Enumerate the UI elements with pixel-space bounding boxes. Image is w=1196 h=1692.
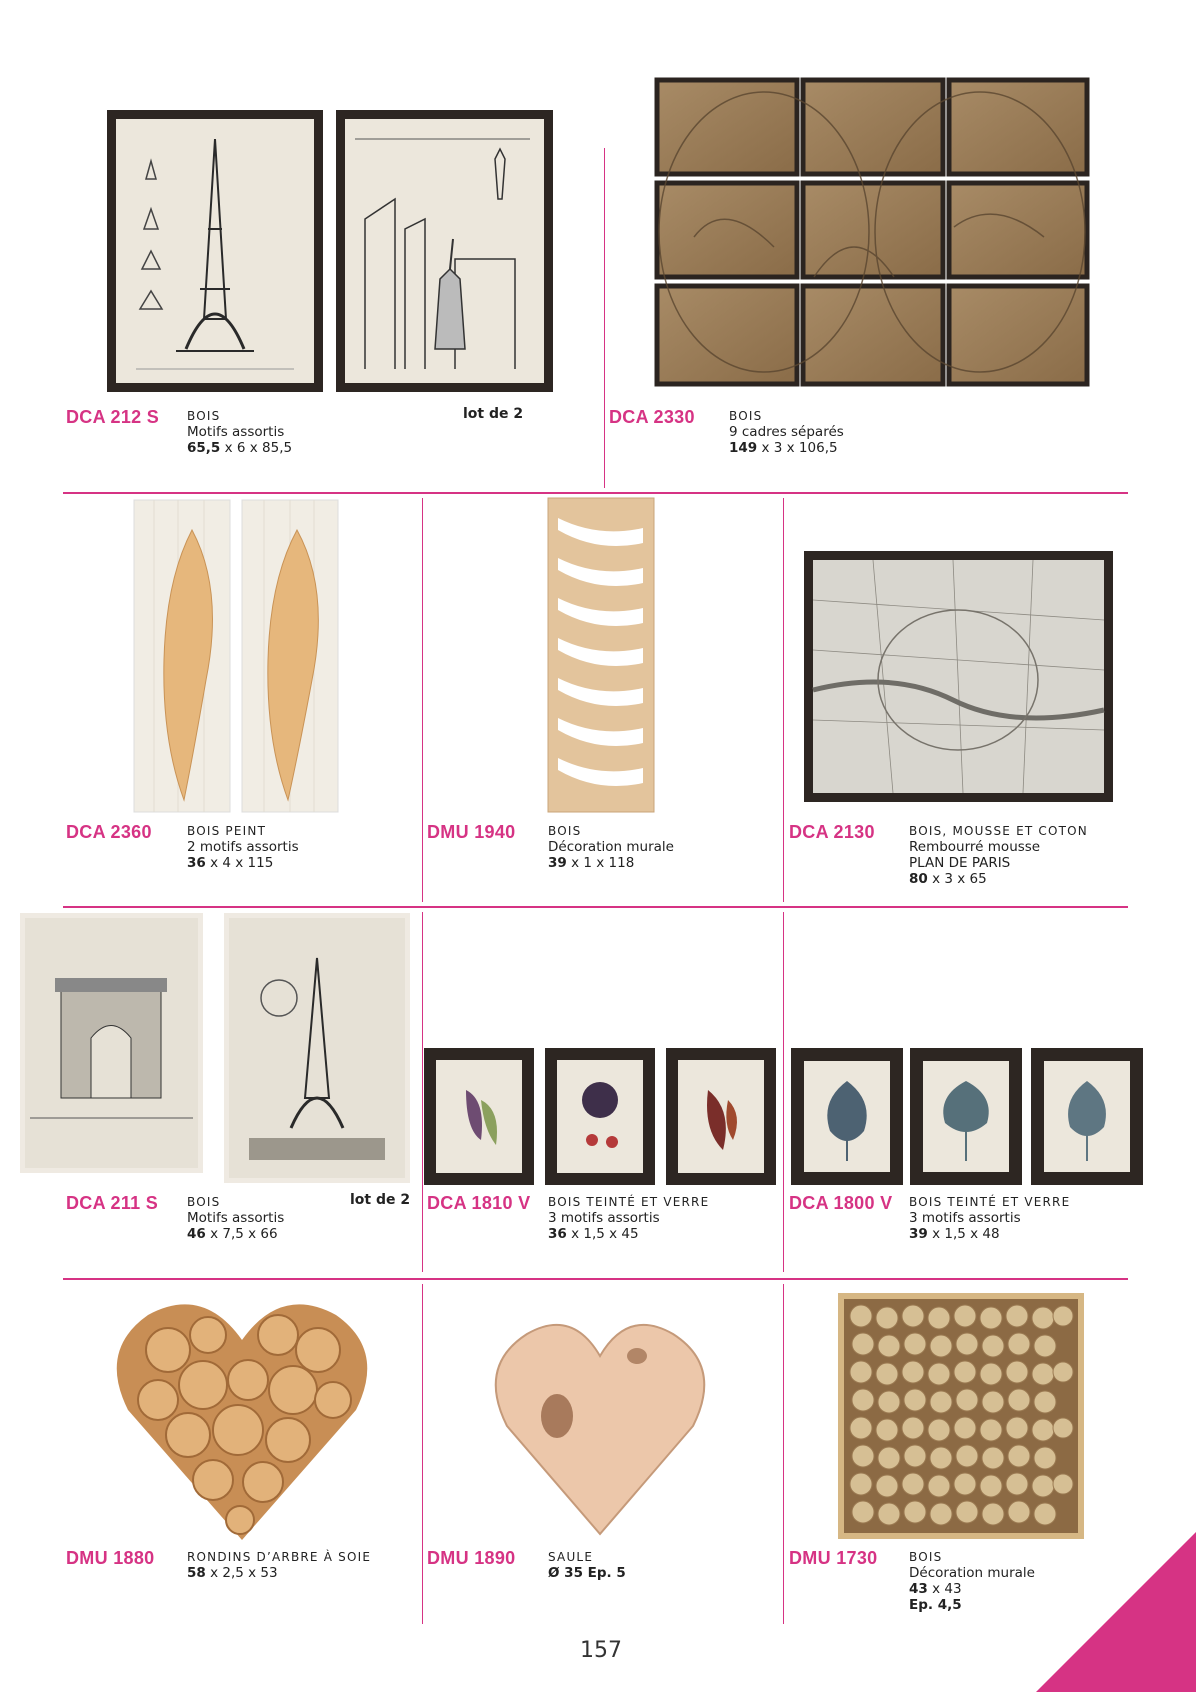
arc-de-triomphe-print-image	[20, 913, 203, 1173]
column-divider	[783, 498, 784, 902]
leaf-frame-3-image	[1031, 1048, 1143, 1185]
product-code: DMU 1940	[427, 822, 516, 842]
product-dimensions: 80 x 3 x 65	[909, 871, 987, 887]
product-detail: Décoration murale	[548, 839, 674, 855]
product-description	[729, 408, 844, 456]
botanical-frame-1-image	[424, 1048, 534, 1185]
product-material: BOIS	[187, 409, 221, 423]
product-code: DCA 2330	[609, 407, 695, 427]
column-divider	[422, 498, 423, 902]
column-divider	[422, 1284, 423, 1624]
willow-heart-image	[487, 1316, 713, 1538]
product-detail: PLAN DE PARIS	[909, 855, 1011, 871]
product-dimensions: 36 x 1,5 x 45	[548, 1226, 639, 1242]
product-code: DMU 1880	[66, 1548, 155, 1568]
eiffel-tower-wood-print-image	[224, 913, 410, 1183]
row-divider-3	[63, 1278, 1128, 1280]
product-description	[187, 1194, 284, 1242]
product-detail: Rembourré mousse	[909, 839, 1041, 855]
product-material: BOIS, MOUSSE ET COTON	[909, 824, 1088, 838]
product-material: BOIS	[548, 824, 582, 838]
corner-triangle-decoration	[1036, 1532, 1196, 1692]
product-dimensions: 58 x 2,5 x 53	[187, 1565, 278, 1581]
product-detail: Motifs assortis	[187, 424, 285, 440]
product-description	[548, 823, 674, 871]
product-description	[909, 1194, 1070, 1242]
product-material: BOIS	[187, 1195, 221, 1209]
column-divider	[604, 148, 605, 488]
feather-panels-image	[134, 500, 340, 814]
product-code: DCA 1800 V	[789, 1193, 893, 1213]
product-code: DMU 1730	[789, 1548, 878, 1568]
botanical-frame-3-image	[666, 1048, 776, 1185]
column-divider	[783, 912, 784, 1272]
product-code: DCA 211 S	[66, 1193, 159, 1213]
product-dimensions: Ø 35 Ep. 5	[548, 1565, 626, 1581]
product-description	[909, 823, 1088, 887]
leaf-frame-2-image	[910, 1048, 1022, 1185]
product-detail: 2 motifs assortis	[187, 839, 299, 855]
product-description	[187, 1549, 371, 1581]
product-code: DCA 1810 V	[427, 1193, 531, 1213]
eiffel-tower-print-image	[107, 110, 323, 392]
product-material: BOIS TEINTÉ ET VERRE	[909, 1195, 1071, 1209]
wood-slice-heart-image	[108, 1290, 376, 1545]
world-map-nine-frames-image	[654, 77, 1090, 387]
product-detail: 3 motifs assortis	[909, 1210, 1021, 1226]
product-description	[909, 1549, 1035, 1613]
product-material: BOIS TEINTÉ ET VERRE	[548, 1195, 710, 1209]
product-dimensions: 43 x 43	[909, 1581, 962, 1597]
product-description	[548, 1549, 626, 1581]
product-code: DCA 2360	[66, 822, 152, 842]
product-material: RONDINS D’ARBRE À SOIE	[187, 1550, 372, 1564]
statue-of-liberty-print-image	[336, 110, 553, 392]
product-code: DMU 1890	[427, 1548, 516, 1568]
product-material: BOIS PEINT	[187, 824, 267, 838]
lot-label: lot de 2	[350, 1192, 411, 1208]
product-code: DCA 212 S	[66, 407, 160, 427]
product-description	[548, 1194, 709, 1242]
product-material: SAULE	[548, 1550, 594, 1564]
page-number: 157	[580, 1638, 622, 1663]
row-divider-1	[63, 492, 1128, 494]
product-detail: 3 motifs assortis	[548, 1210, 660, 1226]
leaf-frame-1-image	[791, 1048, 903, 1185]
product-detail: Décoration murale	[909, 1565, 1035, 1581]
product-detail: 9 cadres séparés	[729, 424, 844, 440]
product-description	[187, 408, 292, 456]
botanical-frame-2-image	[545, 1048, 655, 1185]
wood-slice-square-image	[841, 1296, 1081, 1536]
product-dimensions: 149 x 3 x 106,5	[729, 440, 838, 456]
product-description	[187, 823, 299, 871]
product-detail: Motifs assortis	[187, 1210, 285, 1226]
lot-label: lot de 2	[463, 406, 524, 422]
product-material: BOIS	[729, 409, 763, 423]
palm-leaf-panel-image	[548, 498, 654, 812]
column-divider	[422, 912, 423, 1272]
row-divider-2	[63, 906, 1128, 908]
product-dimensions: 65,5 x 6 x 85,5	[187, 440, 293, 456]
product-dimensions: 39 x 1,5 x 48	[909, 1226, 1000, 1242]
paris-map-image	[804, 551, 1113, 802]
product-thickness: Ep. 4,5	[909, 1597, 962, 1613]
product-code: DCA 2130	[789, 822, 875, 842]
product-material: BOIS	[909, 1550, 943, 1564]
product-dimensions: 36 x 4 x 115	[187, 855, 274, 871]
product-dimensions: 46 x 7,5 x 66	[187, 1226, 278, 1242]
column-divider	[783, 1284, 784, 1624]
product-dimensions: 39 x 1 x 118	[548, 855, 635, 871]
